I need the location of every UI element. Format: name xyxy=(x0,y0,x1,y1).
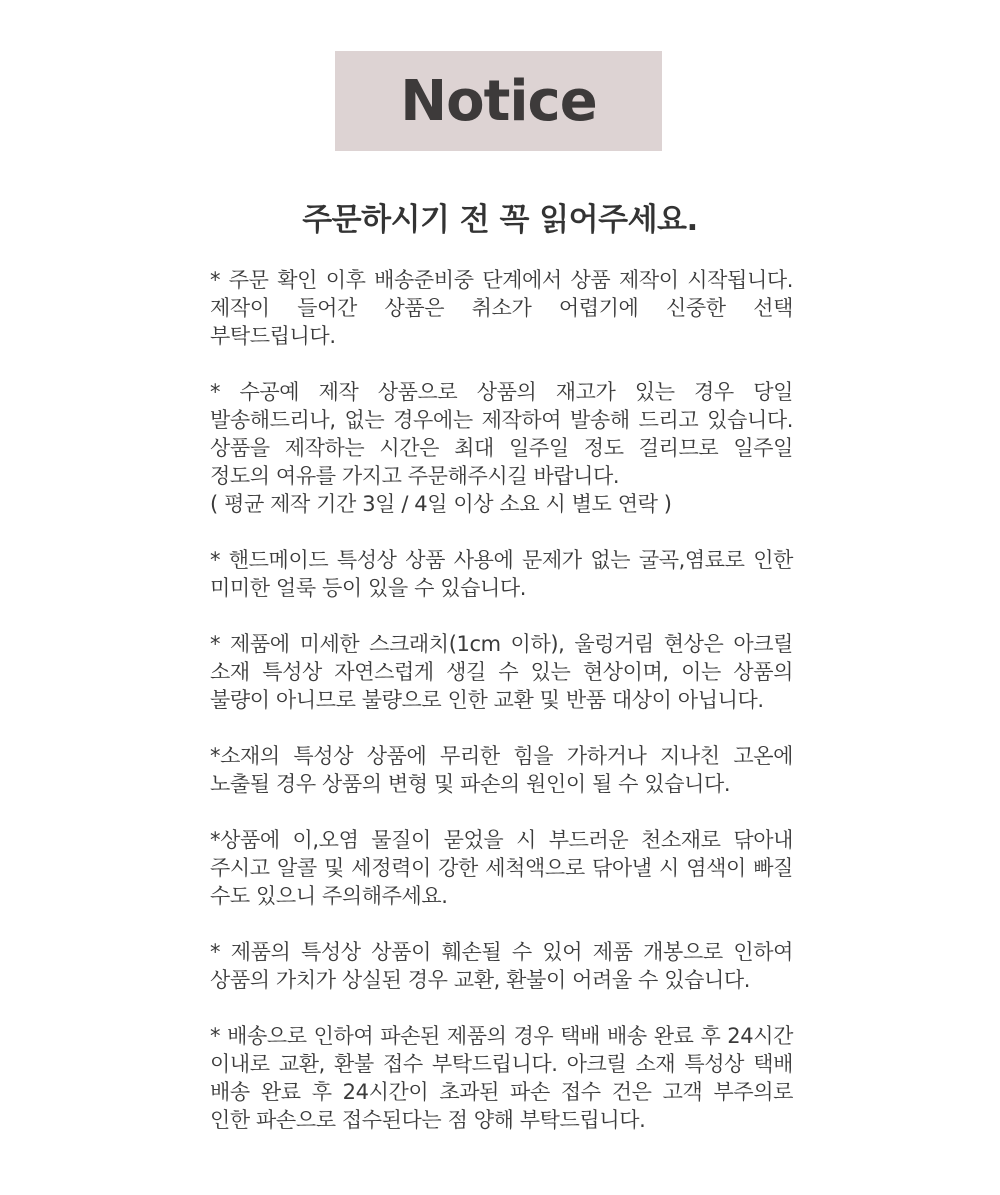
notice-item-order-production xyxy=(210,266,793,350)
notice-title: Notice xyxy=(400,68,597,134)
notice-banner xyxy=(335,51,662,151)
notice-item-handmade-stains xyxy=(210,546,793,602)
notice-text: * 제품의 특성상 상품이 훼손될 수 있어 제품 개봉으로 인하여 상품의 가치가 상실된 경우 교환, 환불이 어려울 수 있습니다. xyxy=(210,940,793,992)
notice-item-scratches xyxy=(210,630,793,714)
notice-item-cleaning xyxy=(210,826,793,910)
notice-item-handmade-stock xyxy=(210,378,793,518)
notice-text: * 수공예 제작 상품으로 상품의 재고가 있는 경우 당일 발송해드리나, 없는 경우에는 제작하여 발송해 드리고 있습니다. 상품을 제작하는 시간은 최대 일주일 정도 걸리므로 일주일 정도의 여유를 가지고 주문해주시길 바랍니다. xyxy=(210,380,793,488)
notice-text: *상품에 이,오염 물질이 묻었을 시 부드러운 천소재로 닦아내 주시고 알콜 및 세정력이 강한 세척액으로 닦아낼 시 염색이 빠질 수도 있으니 주의해주세요. xyxy=(210,828,793,908)
notice-item-shipping-damage xyxy=(210,1022,793,1134)
notice-item-opened-products xyxy=(210,938,793,994)
page-subtitle: 주문하시기 전 꼭 읽어주세요. xyxy=(302,202,698,238)
notice-list xyxy=(210,266,793,1162)
notice-text: * 배송으로 인하여 파손된 제품의 경우 택배 배송 완료 후 24시간 이내로 교환, 환불 접수 부탁드립니다. 아크릴 소재 특성상 택배 배송 완료 후 24시간이 초과된 파손 접수 건은 고객 부주의로 인한 파손으로 접수된다는 점 양해 부탁드립니다. xyxy=(210,1024,793,1132)
notice-text: *소재의 특성상 상품에 무리한 힘을 가하거나 지나친 고온에 노출될 경우 상품의 변형 및 파손의 원인이 될 수 있습니다. xyxy=(210,744,793,796)
notice-text: * 주문 확인 이후 배송준비중 단계에서 상품 제작이 시작됩니다. 제작이 들어간 상품은 취소가 어렵기에 신중한 선택 부탁드립니다. xyxy=(210,268,793,348)
notice-production-period: ( 평균 제작 기간 3일 / 4일 이상 소요 시 별도 연락 ) xyxy=(210,492,672,516)
notice-text: * 제품에 미세한 스크래치(1cm 이하), 울렁거림 현상은 아크릴 소재 특성상 자연스럽게 생길 수 있는 현상이며, 이는 상품의 불량이 아니므로 불량으로 인한 교환 및 반품 대상이 아닙니다. xyxy=(210,632,793,712)
notice-item-heat-deformation xyxy=(210,742,793,798)
notice-text: * 핸드메이드 특성상 상품 사용에 문제가 없는 굴곡,염료로 인한 미미한 얼룩 등이 있을 수 있습니다. xyxy=(210,548,793,600)
